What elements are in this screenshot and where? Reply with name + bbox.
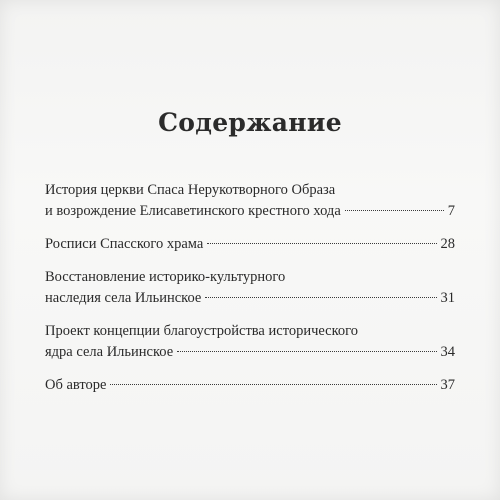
table-of-contents bbox=[45, 180, 455, 408]
toc-entry-title-line: ядра села Ильинское bbox=[45, 344, 174, 360]
toc-entry-last-line bbox=[45, 234, 455, 255]
toc-entry-title-line: Росписи Спасского храма bbox=[45, 236, 204, 252]
toc-entry-title-line: Проект концепции благоустройства исторического bbox=[45, 323, 359, 339]
dot-leader bbox=[205, 297, 436, 298]
dot-leader bbox=[177, 351, 436, 352]
toc-entry-title-line: История церкви Спаса Нерукотворного Образа bbox=[45, 182, 336, 198]
page-number: 34 bbox=[440, 344, 455, 360]
page-title: Содержание bbox=[158, 108, 342, 137]
dot-leader bbox=[207, 243, 436, 244]
page-number: 7 bbox=[447, 203, 455, 219]
toc-entry bbox=[45, 321, 455, 363]
page-number: 37 bbox=[440, 377, 455, 393]
toc-entry bbox=[45, 234, 455, 255]
toc-entry bbox=[45, 375, 455, 396]
dot-leader bbox=[110, 384, 436, 385]
toc-entry bbox=[45, 180, 455, 222]
toc-entry-title-line: и возрождение Елисаветинского крестного хода bbox=[45, 203, 341, 219]
dot-leader bbox=[345, 210, 444, 211]
toc-entry-title-line: Об авторе bbox=[45, 377, 107, 393]
toc-entry-last-line bbox=[45, 375, 455, 396]
toc-entry-last-line bbox=[45, 342, 455, 363]
toc-entry-last-line bbox=[45, 201, 455, 222]
toc-entry-last-line bbox=[45, 288, 455, 309]
toc-entry-title-line: наследия села Ильинское bbox=[45, 290, 202, 306]
page-number: 28 bbox=[440, 236, 455, 252]
toc-entry bbox=[45, 267, 455, 309]
page-number: 31 bbox=[440, 290, 455, 306]
toc-entry-title-line: Восстановление историко-культурного bbox=[45, 269, 286, 285]
